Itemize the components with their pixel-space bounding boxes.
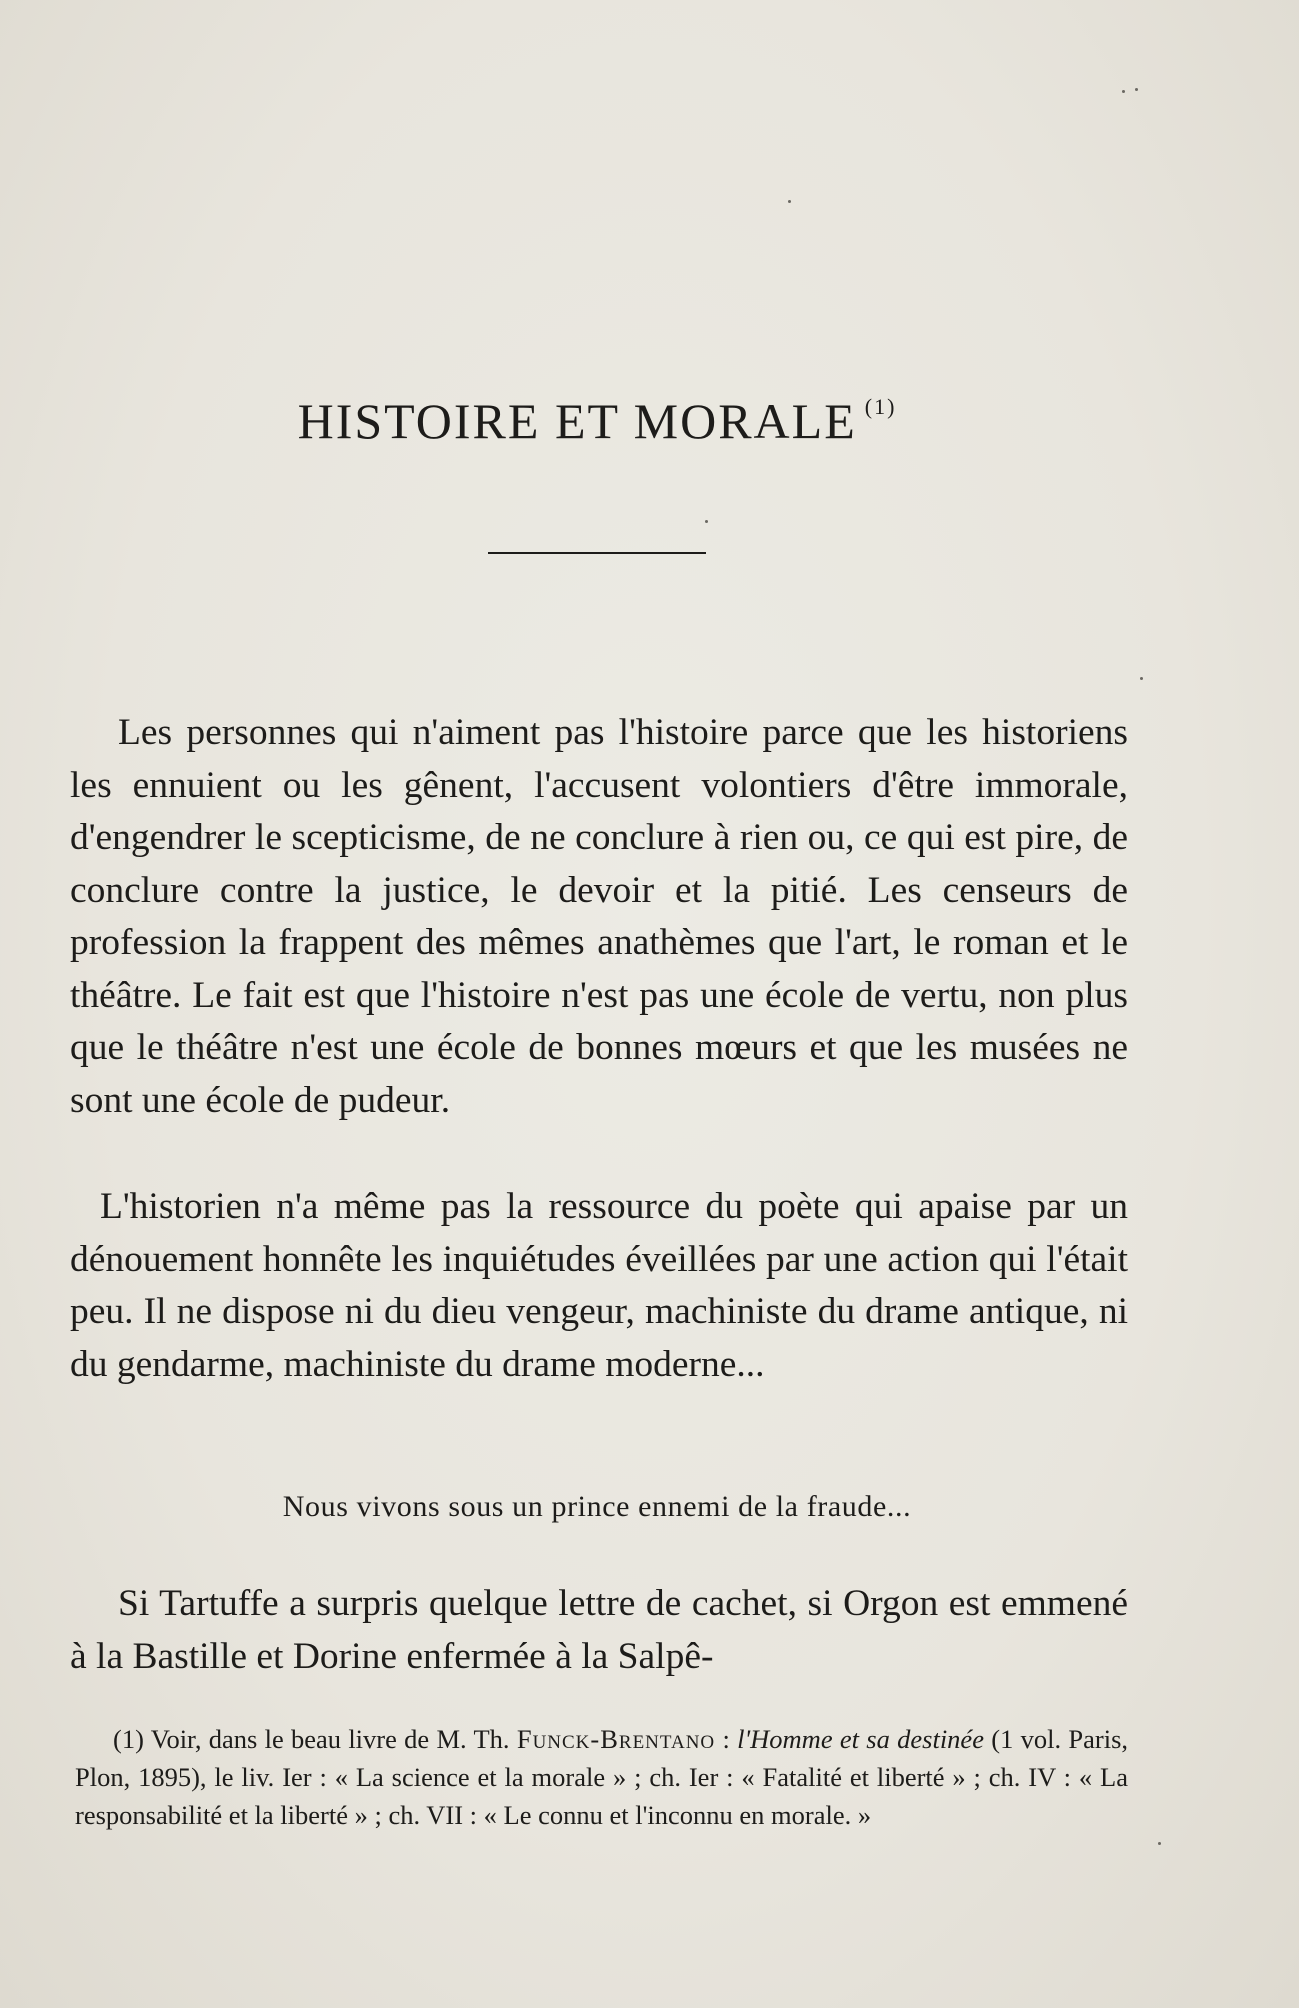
footnote-text-1: Voir, dans le beau livre de M. Th. [150, 1724, 510, 1754]
paper-speck [1122, 90, 1125, 93]
paragraph-3: Si Tartuffe a surpris quelque lettre de cachet, si Orgon est emmené à la Bastille et Dorine enfermée à la Salpê- [70, 1583, 1128, 1677]
paragraph-1: Les personnes qui n'aiment pas l'histoire parce que les historiens les ennuient ou les gênent, l'accusent volontiers d'être immorale, d'engendrer le scepticisme, de ne conclure à rien ou, ce qui est pire, de conclure contre la justice, le devoir et la pitié. Les censeurs de profession la frappent des mêmes anathèmes que l'art, le roman et le théâtre. Le fait est que l'histoire n'est pas une école de vertu, non plus que le théâtre n'est une école de bonnes mœurs et que les musées ne sont une école de pudeur. [70, 712, 1128, 1121]
paper-speck [705, 520, 708, 523]
paper-speck [1140, 677, 1143, 680]
paper-speck [1158, 1842, 1161, 1845]
title-footnote-mark: (1) [864, 394, 897, 420]
footnote-text-2: : [722, 1724, 730, 1754]
title-text: HISTOIRE ET MORALE [297, 393, 857, 449]
paper-speck [1135, 88, 1138, 91]
footnote-book-title: l'Homme et sa destinée [737, 1724, 984, 1754]
page-title [0, 392, 1194, 450]
paragraph-2: L'historien n'a même pas la ressource du poète qui apaise par un dénouement honnête les inquiétudes éveillées par une action qui l'était peu. Il ne dispose ni du dieu vengeur, machiniste du drame antique, ni du gendarme, machiniste du drame moderne... [70, 1186, 1128, 1385]
footnote-author: Funck-Brentano [516, 1724, 716, 1754]
verse-quote: Nous vivons sous un prince ennemi de la fraude... [282, 1490, 912, 1523]
title-divider [488, 552, 706, 554]
paper-speck [788, 200, 791, 203]
footnote-mark: (1) [113, 1724, 144, 1754]
footnote-text-3: (1 vol. Paris, Plon, 1895), le liv. Ier : « La science et la morale » ; ch. Ier : « Fatalité et liberté » ; ch. IV : « La responsabilité et la liberté » ; ch. VII : « Le connu et l'inconnu en morale. » [75, 1724, 1129, 1830]
footnote [75, 1720, 1128, 1834]
